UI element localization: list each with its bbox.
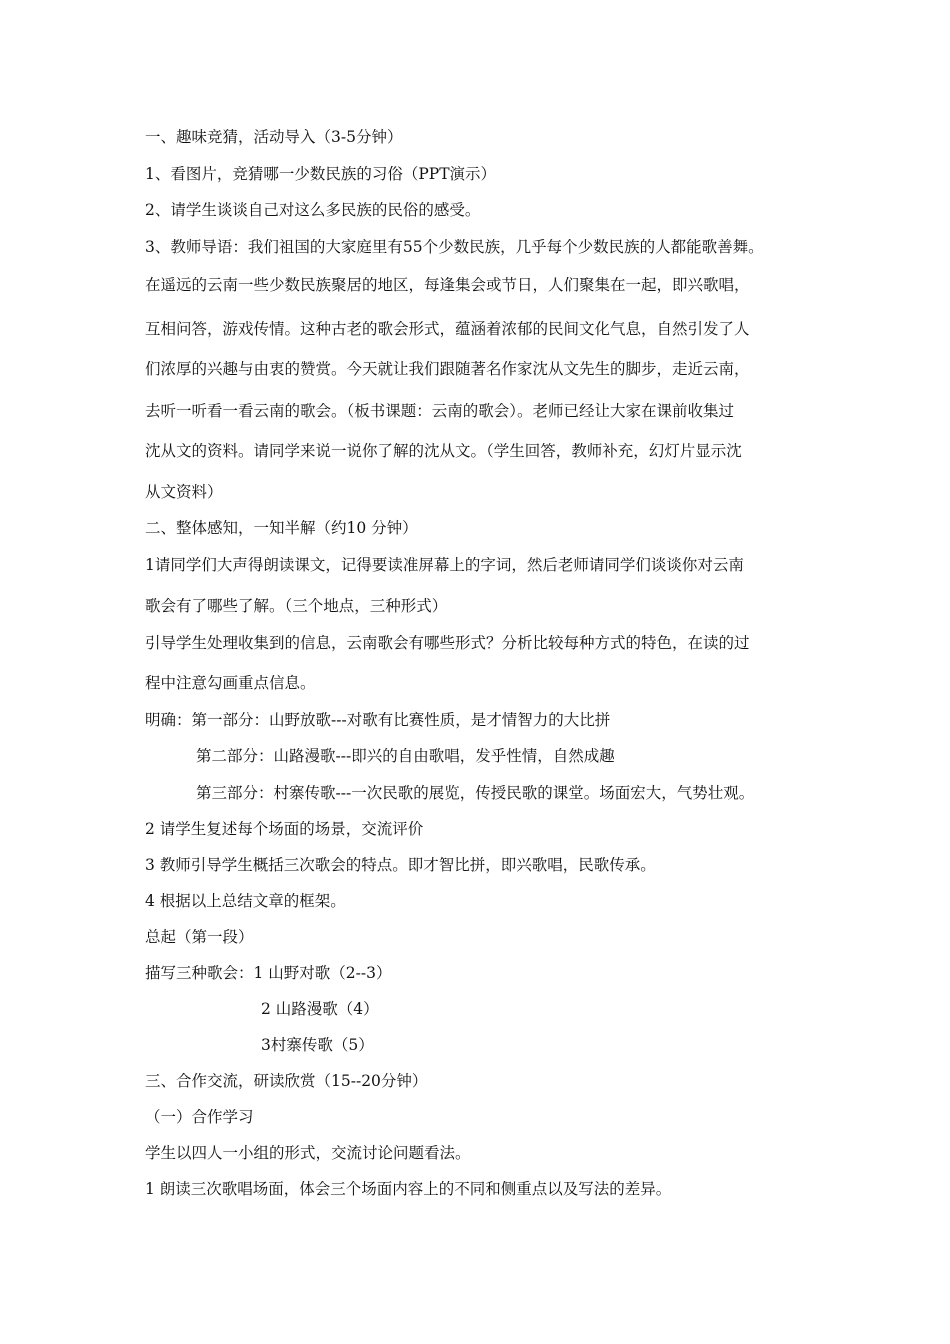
section-heading-1: 一、趣味竞猜，活动导入（3-5分钟）	[145, 128, 403, 146]
paragraph-line: 第三部分：村寨传歌---一次民歌的展览，传授民歌的课堂。场面宏大，气势壮观。	[196, 784, 755, 802]
paragraph-line: 3、教师导语：我们祖国的大家庭里有55个少数民族，几乎每个少数民族的人都能歌善舞。	[145, 238, 764, 256]
paragraph-line: 1 朗读三次歌唱场面，体会三个场面内容上的不同和侧重点以及写法的差异。	[145, 1180, 672, 1198]
paragraph-line: 4 根据以上总结文章的框架。	[145, 892, 346, 910]
paragraph-line: 们浓厚的兴趣与由衷的赞赏。今天就让我们跟随著名作家沈从文先生的脚步，走近云南，	[145, 360, 750, 378]
paragraph-line: 3 教师引导学生概括三次歌会的特点。即才智比拼，即兴歌唱，民歌传承。	[145, 856, 656, 874]
paragraph-line: 明确：第一部分：山野放歌---对歌有比赛性质，是才情智力的大比拼	[145, 711, 611, 729]
paragraph-line: 在遥远的云南一些少数民族聚居的地区，每逢集会或节日，人们聚集在一起，即兴歌唱，	[145, 276, 750, 294]
paragraph-line: 2、请学生谈谈自己对这么多民族的民俗的感受。	[145, 201, 481, 219]
paragraph-line: 2 请学生复述每个场面的场景，交流评价	[145, 820, 424, 838]
paragraph-line: 描写三种歌会：1 山野对歌（2--3）	[145, 964, 392, 982]
paragraph-line: 1请同学们大声得朗读课文，记得要读准屏幕上的字词，然后老师请同学们谈谈你对云南	[145, 556, 744, 574]
paragraph-line: 1、看图片，竞猜哪一少数民族的习俗（PPT演示）	[145, 165, 497, 183]
paragraph-line: 歌会有了哪些了解。（三个地点，三种形式）	[145, 597, 448, 615]
paragraph-line: 程中注意勾画重点信息。	[145, 674, 316, 692]
paragraph-line: 互相问答，游戏传情。这种古老的歌会形式，蕴涵着浓郁的民间文化气息，自然引发了人	[145, 320, 750, 338]
paragraph-line: 2 山路漫歌（4）	[261, 1000, 379, 1018]
section-heading-3: 三、合作交流，研读欣赏（15--20分钟）	[145, 1072, 428, 1090]
subsection-heading: （一）合作学习	[145, 1108, 254, 1126]
paragraph-line: 引导学生处理收集到的信息，云南歌会有哪些形式？分析比较每种方式的特色，在读的过	[145, 634, 750, 652]
paragraph-line: 沈从文的资料。请同学来说一说你了解的沈从文。（学生回答，教师补充，幻灯片显示沈	[145, 442, 742, 460]
paragraph-line: 3村寨传歌（5）	[261, 1036, 374, 1054]
paragraph-line: 第二部分：山路漫歌---即兴的自由歌唱，发乎性情，自然成趣	[196, 747, 615, 765]
paragraph-line: 学生以四人一小组的形式，交流讨论问题看法。	[145, 1144, 471, 1162]
section-heading-2: 二、整体感知，一知半解（约10 分钟）	[145, 519, 418, 537]
paragraph-line: 总起（第一段）	[145, 928, 254, 946]
paragraph-line: 去听一听看一看云南的歌会。（板书课题：云南的歌会）。老师已经让大家在课前收集过	[145, 402, 735, 420]
paragraph-line: 从文资料）	[145, 483, 223, 501]
